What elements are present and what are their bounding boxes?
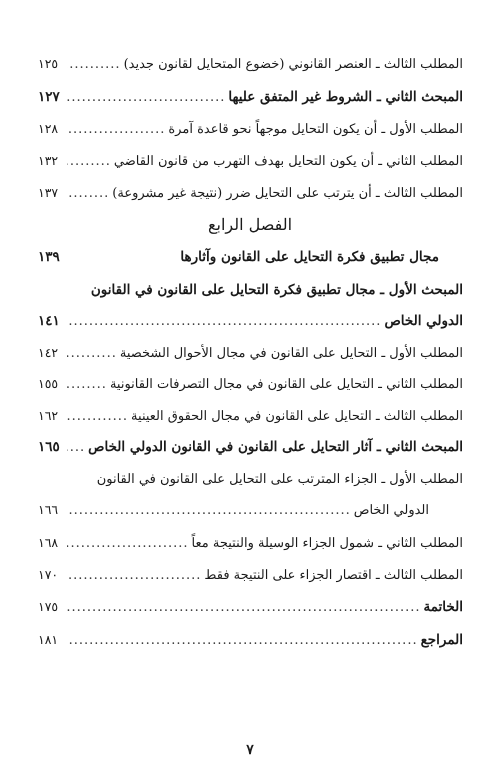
toc-entry	[38, 378, 463, 391]
toc-entry-title: المطلب الثاني ـ أن يكون التحايل بهدف التهرب من قانون القاضي	[113, 154, 463, 169]
toc-entry	[38, 537, 463, 550]
toc-entry-page: ١٦٦	[38, 502, 59, 517]
toc-entry-title: المطلب الثالث ـ أن يترتب على التحايل ضرر (نتيجة غير مشروعة)	[112, 186, 463, 201]
toc-entry	[38, 58, 463, 71]
dot-leader	[67, 155, 111, 168]
dot-leader	[67, 378, 107, 391]
toc-entry-page: ١٢٧	[38, 89, 60, 105]
toc-entry-title: الخاتمة	[423, 599, 463, 615]
dot-leader	[67, 58, 121, 71]
toc-entry-page: ١٣٢	[38, 153, 59, 168]
page-number: ٧	[246, 742, 254, 758]
toc-entry-page: ١٢٥	[38, 56, 59, 71]
dot-leader	[67, 601, 421, 614]
toc-entry-page: ١٢٨	[38, 121, 59, 136]
toc-entry-title: المطلب الثاني ـ شمول الجزاء الوسيلة والنتيجة معاً	[191, 536, 463, 551]
toc-entry-page: ١٥٥	[38, 376, 59, 391]
toc-entry-title: المطلب الثالث ـ اقتصار الجزاء على النتيجة فقط	[204, 568, 463, 583]
toc-entry-title: المراجع	[420, 632, 463, 648]
toc-entry-title: المطلب الأول ـ التحايل على القانون في مجال الأحوال الشخصية	[119, 346, 463, 361]
toc-entry-page: ١٧٠	[38, 567, 59, 582]
dot-leader	[67, 410, 128, 423]
toc-continuation-line: المطلب الأول ـ الجزاء المترتب على التحايل على القانون في القانون	[96, 472, 463, 487]
toc-entry-page: ١٤٢	[38, 345, 59, 360]
toc-entry	[38, 569, 463, 582]
toc-entry-title: المطلب الثالث ـ العنصر القانوني (خضوع المتحايل لقانون جديد)	[123, 57, 463, 72]
toc-entry-title: المطلب الثالث ـ التحايل على القانون في مجال الحقوق العينية	[131, 409, 463, 424]
toc-entry	[38, 187, 463, 200]
toc-entry	[38, 315, 463, 329]
toc-entry-page: ١٦٥	[38, 439, 60, 455]
dot-leader	[67, 537, 189, 550]
toc-entry	[38, 251, 463, 265]
toc-entry	[38, 441, 463, 455]
dot-leader	[67, 504, 351, 517]
dot-leader	[67, 123, 165, 136]
dot-leader	[67, 634, 418, 647]
toc-entry	[38, 634, 463, 648]
toc-entry-page: ١٧٥	[38, 599, 59, 614]
chapter-heading: الفصل الرابع	[207, 215, 293, 234]
toc-entry-page: ١٦٨	[38, 535, 59, 550]
toc-entry	[38, 91, 463, 105]
toc-entry	[38, 123, 463, 136]
dot-leader	[67, 347, 117, 360]
toc-entry-page: ١٦٢	[38, 408, 59, 423]
toc-entry-title: مجال تطبيق فكرة التحايل على القانون وآثارها	[180, 249, 439, 265]
toc-entry	[38, 601, 463, 615]
dot-leader	[67, 441, 85, 454]
dot-leader	[67, 187, 109, 200]
toc-entry-page: ١٣٧	[38, 185, 59, 200]
toc-entry	[38, 347, 463, 360]
dot-leader	[67, 91, 225, 104]
toc-entry-title: المبحث الثاني ـ الشروط غير المتفق عليها	[228, 89, 463, 105]
toc-entry	[38, 410, 463, 423]
toc-entry-title: المطلب الثاني ـ التحايل على القانون في مجال التصرفات القانونية	[109, 377, 463, 392]
toc-entry-page: ١٤١	[38, 313, 60, 329]
toc-entry-title: الدولي الخاص	[384, 313, 463, 329]
dot-leader	[67, 315, 381, 328]
toc-entry-page: ١٨١	[38, 632, 59, 647]
toc-entry-title: المبحث الثاني ـ آثار التحايل على القانون في القانون الدولي الخاص	[88, 439, 463, 455]
toc-entry-page: ١٣٩	[38, 249, 60, 265]
toc-entry	[38, 504, 429, 517]
toc-continuation-line: المبحث الأول ـ مجال تطبيق فكرة التحايل على القانون في القانون	[90, 282, 463, 298]
toc-entry	[38, 155, 463, 168]
toc-entry-title: الدولي الخاص	[353, 503, 429, 518]
dot-leader	[67, 569, 201, 582]
toc-entry-title: المطلب الأول ـ أن يكون التحايل موجهاً نحو قاعدة آمرة	[168, 122, 463, 137]
